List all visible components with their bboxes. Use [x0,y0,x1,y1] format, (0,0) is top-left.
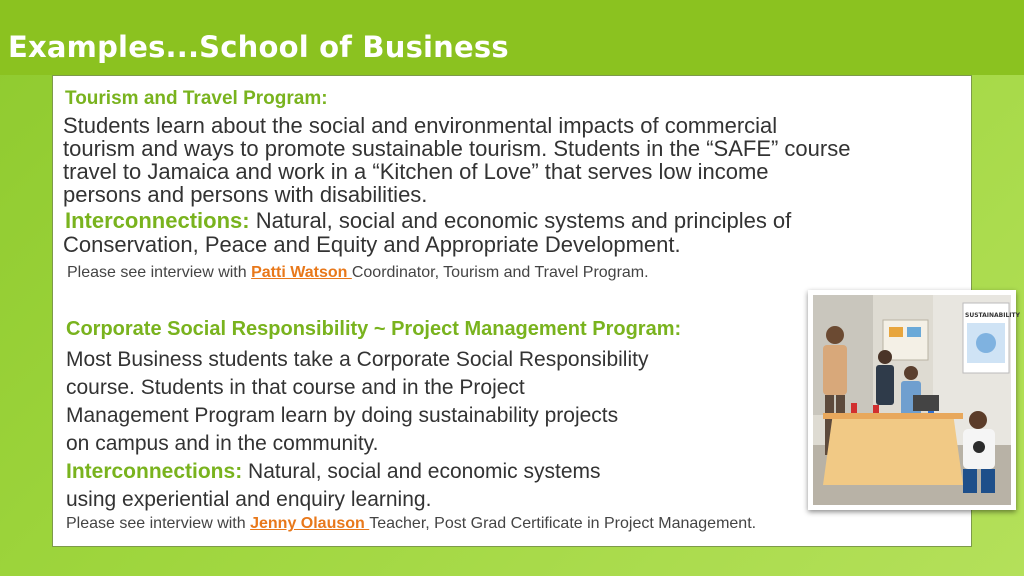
tourism-interview [67,264,649,282]
tourism-line-4: persons and persons with disabilities. [63,182,428,207]
csr-interview [66,515,756,533]
csr-line-4: on campus and in the community. [66,432,379,455]
csr-line-1: Most Business students take a Corporate Social Responsibility [66,348,649,371]
photo-frame [808,290,1020,510]
tourism-interconnections-text: Natural, social and economic systems and principles of [249,208,792,233]
patti-watson-link[interactable]: Patti Watson [251,264,352,281]
photo-sign-text: SUSTAINABILITY [965,312,1020,319]
csr-interconnections-line-2: using experiential and enquiry learning. [66,488,432,511]
tourism-line-3: travel to Jamaica and work in a “Kitchen of Love” that serves low income [63,159,769,184]
tourism-interview-prefix: Please see interview with [67,264,252,281]
tourism-interconnections-label: Interconnections: [65,208,250,233]
csr-interview-suffix: Teacher, Post Grad Certificate in Project Management. [369,515,757,532]
slide-title: Examples...School of Business [8,30,509,64]
csr-line-2: course. Students in that course and in the Project [66,376,525,399]
csr-heading: Corporate Social Responsibility ~ Project Management Program: [66,318,682,340]
tourism-line-1: Students learn about the social and environmental impacts of commercial [63,113,778,138]
tourism-interconnections-line-2: Conservation, Peace and Equity and Appropriate Development. [63,232,681,257]
csr-interview-prefix: Please see interview with [66,515,251,532]
csr-interconnections-label: Interconnections: [66,460,243,483]
csr-line-3: Management Program learn by doing sustainability projects [66,404,619,427]
tourism-interconnections [65,209,791,233]
tourism-heading: Tourism and Travel Program: [65,88,328,109]
tourism-interview-suffix: Coordinator, Tourism and Travel Program. [351,264,649,281]
csr-interconnections [66,458,601,486]
jenny-olauson-link[interactable]: Jenny Olauson [250,515,370,532]
title-bar [0,0,1024,75]
students-photo [813,295,1020,505]
students-photo-illustration [813,295,1020,505]
tourism-line-2: tourism and ways to promote sustainable tourism. Students in the “SAFE” course [63,136,851,161]
csr-interconnections-text: Natural, social and economic systems [242,460,601,483]
